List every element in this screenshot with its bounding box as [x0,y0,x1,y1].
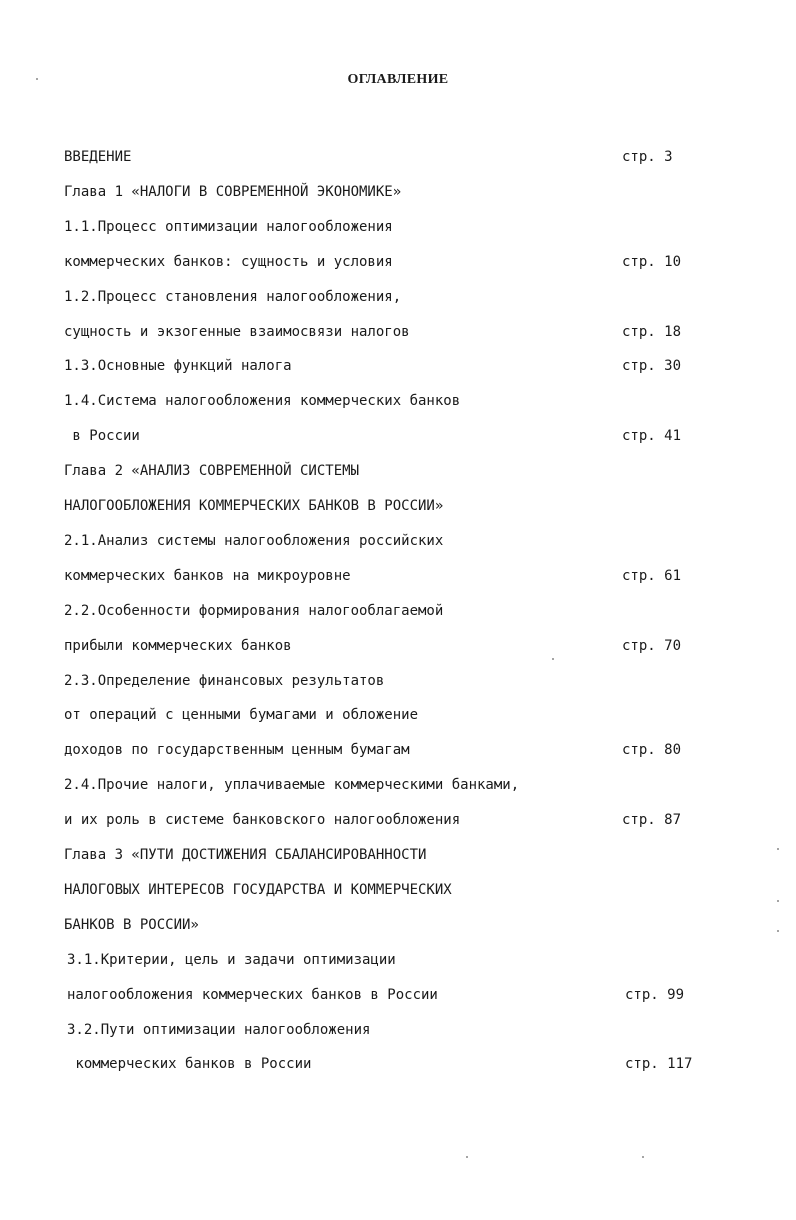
toc-entry-page: стр. 99 [625,987,685,1003]
toc-entry-text: прибыли коммерческих банков [64,638,292,654]
toc-entry-page: стр. 117 [625,1056,693,1072]
scan-speck [552,658,554,660]
toc-entry-text: 1.2.Процесс становления налогообложения, [64,289,402,305]
toc-entry-text: коммерческих банков: сущность и условия [64,254,393,270]
toc-entry-text: 2.2.Особенности формирования налогооблагаемой [64,603,444,619]
scan-speck [36,78,38,80]
toc-entry-text: 3.1.Критерии, цель и задачи оптимизации [67,952,396,968]
toc-entry-text: 1.1.Процесс оптимизации налогообложения [64,219,393,235]
toc-entry-text: и их роль в системе банковского налогообложения [64,812,461,828]
toc-entry-text: ВВЕДЕНИЕ [64,149,132,165]
toc-entry-text: Глава 3 «ПУТИ ДОСТИЖЕНИЯ СБАЛАНСИРОВАННОСТИ [64,847,427,863]
toc-entry-text: Глава 1 «НАЛОГИ В СОВРЕМЕННОЙ ЭКОНОМИКЕ» [64,184,402,200]
toc-entry-text: коммерческих банков в России [67,1056,312,1072]
toc-entry-text: доходов по государственным ценным бумагам [64,742,410,758]
toc-entry-page: стр. 70 [622,638,682,654]
toc-entry-page: стр. 80 [622,742,682,758]
scan-speck [642,1156,644,1158]
toc-entry-page: стр. 41 [622,428,682,444]
toc-entry-text: Глава 2 «АНАЛИЗ СОВРЕМЕННОЙ СИСТЕМЫ [64,463,360,479]
scan-speck [777,930,779,932]
toc-entry-text: налогообложения коммерческих банков в России [67,987,438,1003]
toc-entry-text: 1.4.Система налогообложения коммерческих банков [64,393,461,409]
toc-entry-text: 2.4.Прочие налоги, уплачиваемые коммерческими банками, [64,777,520,793]
scan-speck [466,1156,468,1158]
toc-entry-page: стр. 61 [622,568,682,584]
toc-entry-page: стр. 30 [622,358,682,374]
toc-entry-text: 3.2.Пути оптимизации налогообложения [67,1022,371,1038]
scan-speck [777,848,779,850]
toc-entry-page: стр. 3 [622,149,673,165]
toc-entry-text: НАЛОГОВЫХ ИНТЕРЕСОВ ГОСУДАРСТВА И КОММЕРЧЕСКИХ [64,882,452,898]
toc-entry-page: стр. 10 [622,254,682,270]
toc-entry-text: 2.1.Анализ системы налогообложения российских [64,533,444,549]
toc-entry-text: 2.3.Определение финансовых результатов [64,673,385,689]
toc-entry-text: коммерческих банков на микроуровне [64,568,351,584]
toc-entry-text: 1.3.Основные функций налога [64,358,292,374]
page-title: ОГЛАВЛЕНИЕ [347,72,449,87]
toc-entry-text: БАНКОВ В РОССИИ» [64,917,199,933]
toc-entry-text: НАЛОГООБЛОЖЕНИЯ КОММЕРЧЕСКИХ БАНКОВ В РОССИИ» [64,498,444,514]
toc-entry-text: в России [64,428,140,444]
toc-entry-page: стр. 87 [622,812,682,828]
toc-entry-page: стр. 18 [622,324,682,340]
toc-entry-text: сущность и экзогенные взаимосвязи налогов [64,324,410,340]
toc-entry-text: от операций с ценными бумагами и обложение [64,707,419,723]
scan-speck [777,900,779,902]
